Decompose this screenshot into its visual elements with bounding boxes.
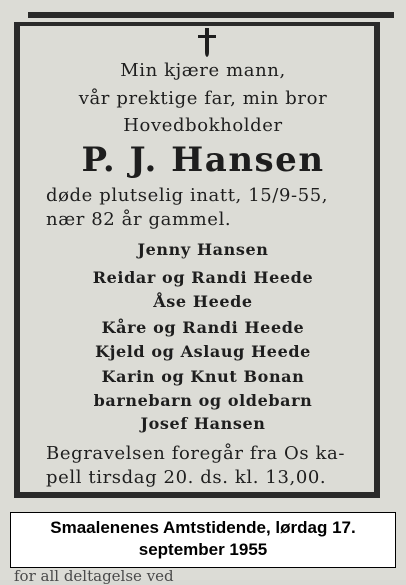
cutoff-text: for all deltagelse ved [14,567,174,585]
mourner-6: Karin og Knut Bonan [101,367,305,386]
intro-line-1: Min kjære mann, [120,60,286,81]
deceased-name: P. J. Hansen [81,140,325,180]
mourner-4: Kåre og Randi Heede [101,318,305,337]
mourner-1: Jenny Hansen [137,240,269,259]
death-line-1: døde plutselig inatt, 15/9-55, [46,185,329,206]
death-line-2: nær 82 år gammel. [46,209,232,230]
intro-title: Hovedbokholder [123,115,283,136]
mourner-8: Josef Hansen [140,414,266,433]
funeral-line-2: pell tirsdag 20. ds. kl. 13,00. [46,467,327,488]
mourner-5: Kjeld og Aslaug Heede [95,342,311,361]
caption-line-2: september 1955 [138,540,268,559]
cross-icon [192,26,222,58]
caption-line-1: Smaalenenes Amtstidende, lørdag 17. [50,518,356,537]
mourner-3: Åse Heede [153,292,253,311]
intro-line-2: vår prektige far, min bror [78,88,328,109]
mourner-7: barnebarn og oldebarn [93,391,313,410]
top-rule [28,12,394,18]
mourner-2: Reidar og Randi Heede [92,268,314,287]
funeral-line-1: Begravelsen foregår fra Os ka- [46,443,346,464]
source-caption [10,512,396,568]
